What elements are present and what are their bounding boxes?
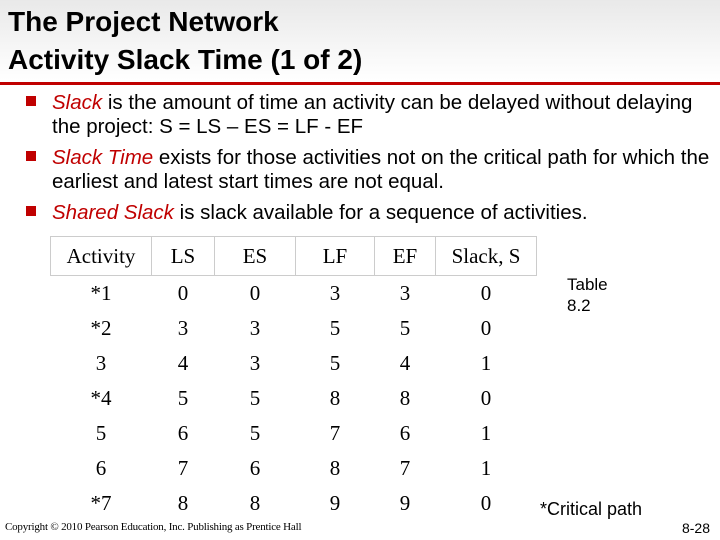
table-cell: 4 <box>399 351 411 375</box>
column-header: Activity <box>51 237 152 276</box>
table-cell: 3 <box>95 351 107 375</box>
table-row <box>51 381 537 416</box>
table-cell: 5 <box>95 421 107 445</box>
table-row <box>51 451 537 486</box>
table-cell: 0 <box>480 491 492 515</box>
table-reference-label: Table <box>567 275 608 294</box>
title-divider <box>0 82 720 85</box>
table-cell: 8 <box>177 491 189 515</box>
table-row <box>51 311 537 346</box>
table-header-row <box>51 237 537 276</box>
table-cell: 5 <box>399 316 411 340</box>
table-cell: 9 <box>399 491 411 515</box>
table-reference <box>567 274 608 316</box>
table-cell: 0 <box>480 281 492 305</box>
table-cell: 5 <box>329 351 341 375</box>
bullet-text: is slack available for a sequence of activities. <box>173 201 588 224</box>
table-cell: 0 <box>249 281 261 305</box>
table-row <box>51 416 537 451</box>
table-cell: *2 <box>90 316 112 340</box>
table-cell: 0 <box>177 281 189 305</box>
table-row <box>51 486 537 521</box>
table-cell: 5 <box>177 386 189 410</box>
slack-table <box>50 236 537 521</box>
slide-title: The Project Network <box>8 6 279 37</box>
table-cell: 5 <box>329 316 341 340</box>
table-cell: 6 <box>249 456 261 480</box>
table-cell: 3 <box>177 316 189 340</box>
critical-path-note: *Critical path <box>540 499 643 519</box>
table-cell: 5 <box>249 386 261 410</box>
table-cell: 0 <box>480 386 492 410</box>
table-cell: 7 <box>177 456 189 480</box>
table-cell: 3 <box>249 351 261 375</box>
column-header: EF <box>375 237 436 276</box>
column-header: ES <box>215 237 296 276</box>
column-header: LS <box>152 237 215 276</box>
bullet-slack-time <box>22 146 712 194</box>
table-cell: 5 <box>249 421 261 445</box>
table-cell: *1 <box>90 281 112 305</box>
table-cell: 3 <box>249 316 261 340</box>
table-cell: 9 <box>329 491 341 515</box>
table-cell: 7 <box>329 421 341 445</box>
bullet-term: Slack <box>52 91 103 114</box>
slide-subtitle: Activity Slack Time (1 of 2) <box>8 44 363 75</box>
column-header: Slack, S <box>436 237 537 276</box>
table-cell: 6 <box>399 421 411 445</box>
table-row <box>51 346 537 381</box>
table-cell: 1 <box>480 456 492 480</box>
bullet-text: is the amount of time an activity can be delayed without delaying the project: S = LS – ES = LF - EF <box>52 91 693 138</box>
bullet-square-icon <box>26 96 36 106</box>
slide-number: 8-28 <box>681 520 710 536</box>
column-header: LF <box>296 237 375 276</box>
copyright-footer: Copyright © 2010 Pearson Education, Inc. Publishing as Prentice Hall <box>5 521 302 533</box>
bullet-square-icon <box>26 206 36 216</box>
table-cell: 4 <box>177 351 189 375</box>
table-reference-number: 8.2 <box>567 296 591 315</box>
table-cell: 8 <box>399 386 411 410</box>
table-cell: 8 <box>249 491 261 515</box>
bullet-slack <box>22 91 712 139</box>
table-cell: *4 <box>90 386 112 410</box>
table-cell: 6 <box>95 456 107 480</box>
table-cell: *7 <box>90 491 112 515</box>
table-cell: 1 <box>480 351 492 375</box>
table-cell: 0 <box>480 316 492 340</box>
table-cell: 3 <box>399 281 411 305</box>
bullet-text: exists for those activities not on the critical path for which the earliest and latest start times are not equal. <box>52 146 710 193</box>
bullet-shared-slack <box>22 201 712 225</box>
bullet-list <box>22 91 712 232</box>
table-cell: 8 <box>329 386 341 410</box>
table-cell: 6 <box>177 421 189 445</box>
table-cell: 3 <box>329 281 341 305</box>
table-cell: 7 <box>399 456 411 480</box>
bullet-term: Shared Slack <box>52 201 174 224</box>
table-cell: 1 <box>480 421 492 445</box>
table-cell: 8 <box>329 456 341 480</box>
bullet-term: Slack Time <box>52 146 154 169</box>
title-band <box>0 0 720 80</box>
table-row <box>51 276 537 312</box>
bullet-square-icon <box>26 151 36 161</box>
